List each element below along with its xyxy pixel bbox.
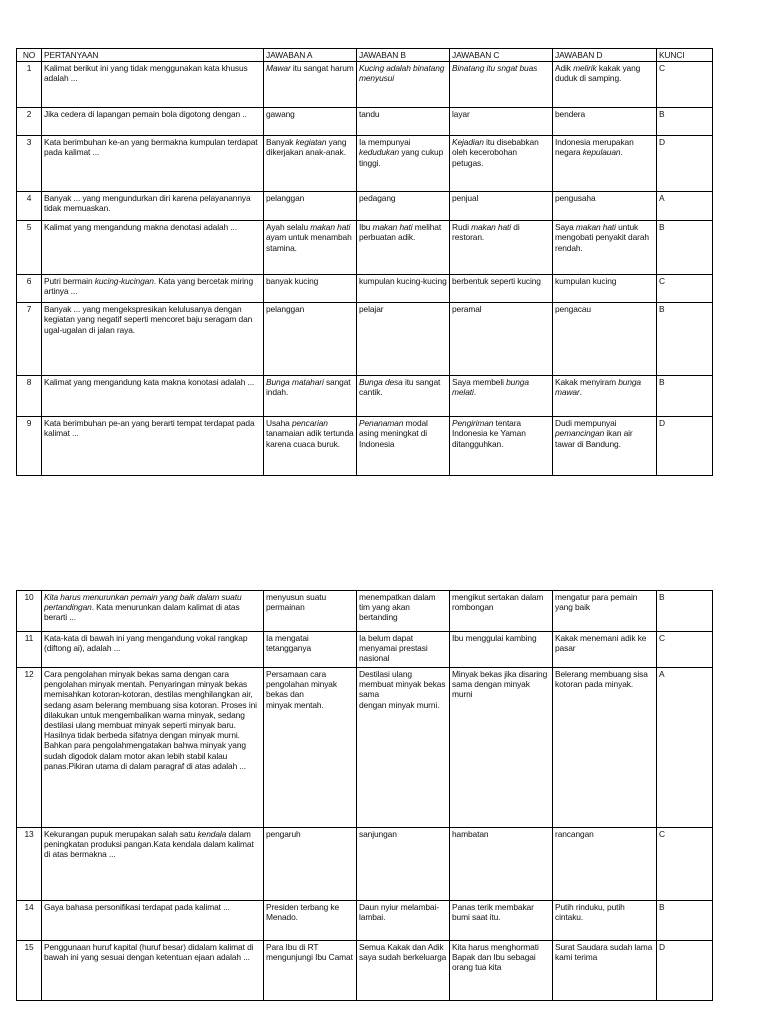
cell-answer-c: Kita harus menghormati Bapak dan Ibu sebagai orang tua kita [450, 941, 553, 1001]
cell-answer-b: Destilasi ulang membuat minyak bekas sama dengan minyak murni. [357, 668, 450, 828]
cell-answer-a: Presiden terbang ke Menado. [264, 901, 357, 941]
header-jawaban-a: JAWABAN A [264, 49, 357, 62]
cell-kunci: C [657, 828, 713, 901]
cell-answer-b: tandu [357, 108, 450, 136]
cell-no: 15 [17, 941, 42, 1001]
cell-no: 6 [17, 275, 42, 303]
cell-no: 7 [17, 303, 42, 376]
table-row [17, 62, 713, 108]
header-kunci: KUNCI [657, 49, 713, 62]
cell-answer-a: Ia mengatai tetangganya [264, 632, 357, 668]
cell-answer-c: Pengiriman tentara Indonesia ke Yaman ditangguhkan. [450, 417, 553, 476]
cell-answer-a: Mawar itu sangat harum [264, 62, 357, 108]
cell-answer-c: mengikut sertakan dalam rombongan [450, 591, 553, 632]
cell-answer-a: pelanggan [264, 303, 357, 376]
cell-answer-a: menyusun suatu permainan [264, 591, 357, 632]
cell-no: 12 [17, 668, 42, 828]
cell-kunci: B [657, 221, 713, 275]
cell-no: 1 [17, 62, 42, 108]
cell-no: 3 [17, 136, 42, 192]
cell-answer-c: hambatan [450, 828, 553, 901]
cell-answer-d: Indonesia merupakan negara kepulauan. [553, 136, 657, 192]
table-row [17, 828, 713, 901]
header-pertanyaan: PERTANYAAN [42, 49, 264, 62]
cell-question: Kalimat berikut ini yang tidak menggunakan kata khusus adalah ... [42, 62, 264, 108]
cell-answer-b: Ia belum dapat menyamai prestasi nasional [357, 632, 450, 668]
cell-question: Kata berimbuhan ke-an yang bermakna kumpulan terdapat pada kalimat ... [42, 136, 264, 192]
table-row [17, 376, 713, 417]
table-row [17, 221, 713, 275]
cell-question: Jika cedera di lapangan pemain bola digotong dengan .. [42, 108, 264, 136]
table-row [17, 275, 713, 303]
cell-answer-a: gawang [264, 108, 357, 136]
cell-answer-c: berbentuk seperti kucing [450, 275, 553, 303]
cell-answer-d: Kakak menyiram bunga mawar. [553, 376, 657, 417]
cell-answer-d: Putih rinduku, putih cintaku. [553, 901, 657, 941]
cell-kunci: A [657, 192, 713, 221]
cell-kunci: B [657, 901, 713, 941]
cell-no: 13 [17, 828, 42, 901]
cell-answer-c: Panas terik membakar bumi saat itu. [450, 901, 553, 941]
cell-question: Cara pengolahan minyak bekas sama dengan cara pengolahan minyak mentah. Penyaringan minyak bekas memisahkan kotoran-kotoran, destilas menghilangkan air, sedang asam belerang membuang sisa kotoran. Proses ini dilakukan untuk mengembalikan warna minyak, sedang destilasi ulang membuat minyak seperti minyak baru. Hasilnya tidak berbeda sifatnya dengan minyak murni. Bahkan para pengolahmengatakan bahwa minyak yang sudah digodok dalam motor akan lebih stabil kalau panas.Pikiran utama di dalam paragraf di atas adalah ... [42, 668, 264, 828]
cell-answer-d: rancangan [553, 828, 657, 901]
cell-no: 11 [17, 632, 42, 668]
cell-answer-d: Saya makan hati untuk mengobati penyakit darah rendah. [553, 221, 657, 275]
cell-kunci: A [657, 668, 713, 828]
header-jawaban-b: JAWABAN B [357, 49, 450, 62]
cell-answer-b: Bunga desa itu sangat cantik. [357, 376, 450, 417]
cell-answer-c: Saya membeli bunga melati. [450, 376, 553, 417]
header-row [17, 49, 713, 62]
cell-question: Penggunaan huruf kapital (huruf besar) didalam kalimat di bawah ini yang sesuai dengan ketentuan ejaan adalah ... [42, 941, 264, 1001]
cell-question: Kita harus menurunkan pemain yang baik dalam suatu pertandingan. Kata menurunkan dalam kalimat di atas berarti ... [42, 591, 264, 632]
cell-answer-a: Para Ibu di RT mengunjungi Ibu Camat [264, 941, 357, 1001]
cell-answer-c: Ibu menggulai kambing [450, 632, 553, 668]
cell-answer-b: Ibu makan hati melihat perbuatan adik. [357, 221, 450, 275]
cell-answer-d: bendera [553, 108, 657, 136]
table-row [17, 632, 713, 668]
cell-no: 4 [17, 192, 42, 221]
cell-answer-b: kumpulan kucing-kucing [357, 275, 450, 303]
cell-kunci: D [657, 417, 713, 476]
cell-kunci: B [657, 591, 713, 632]
cell-answer-b: Penanaman modal asing meningkat di Indonesia [357, 417, 450, 476]
cell-answer-a: pelanggan [264, 192, 357, 221]
cell-answer-d: Dudi mempunyai pemancingan ikan air tawar di Bandung. [553, 417, 657, 476]
cell-answer-b: Semua Kakak dan Adik saya sudah berkeluarga [357, 941, 450, 1001]
cell-answer-b: Ia mempunyai kedudukan yang cukup tinggi. [357, 136, 450, 192]
cell-no: 10 [17, 591, 42, 632]
cell-no: 2 [17, 108, 42, 136]
cell-answer-b: Kucing adalah binatang menyusui [357, 62, 450, 108]
question-table-part-2 [16, 590, 713, 1001]
cell-answer-a: Persamaan cara pengolahan minyak bekas dan minyak mentah. [264, 668, 357, 828]
cell-answer-c: penjual [450, 192, 553, 221]
cell-answer-a: banyak kucing [264, 275, 357, 303]
cell-answer-d: pengusaha [553, 192, 657, 221]
cell-question: Kalimat yang mengandung makna denotasi adalah ... [42, 221, 264, 275]
cell-question: Kata-kata di bawah ini yang mengandung vokal rangkap (diftong ai), adalah ... [42, 632, 264, 668]
question-table-part-1 [16, 48, 713, 476]
cell-answer-d: pengacau [553, 303, 657, 376]
cell-question: Gaya bahasa personifikasi terdapat pada kalimat ... [42, 901, 264, 941]
cell-question: Kekurangan pupuk merupakan salah satu kendala dalam peningkatan produksi pangan.Kata kendala dalam kalimat di atas bermakna ... [42, 828, 264, 901]
table-row [17, 136, 713, 192]
cell-kunci: C [657, 632, 713, 668]
cell-answer-a: pengaruh [264, 828, 357, 901]
cell-answer-c: peramal [450, 303, 553, 376]
cell-question: Kalimat yang mengandung kata makna konotasi adalah ... [42, 376, 264, 417]
cell-answer-d: Surat Saudara sudah lama kami terima [553, 941, 657, 1001]
cell-kunci: B [657, 108, 713, 136]
table-row [17, 303, 713, 376]
table-row [17, 591, 713, 632]
cell-answer-a: Banyak kegiatan yang dikerjakan anak-anak. [264, 136, 357, 192]
cell-kunci: C [657, 275, 713, 303]
cell-question: Banyak ... yang mengekspresikan kelulusanya dengan kegiatan yang negatif seperti mencoret baju seragam dan ugal-ugalan di jalan raya. [42, 303, 264, 376]
cell-answer-d: mengatur para pemain yang baik [553, 591, 657, 632]
cell-answer-a: Ayah selalu makan hati ayam untuk menambah stamina. [264, 221, 357, 275]
cell-question: Putri bermain kucing-kucingan. Kata yang bercetak miring artinya ... [42, 275, 264, 303]
cell-answer-b: Daun nyiur melambai-lambai. [357, 901, 450, 941]
cell-no: 5 [17, 221, 42, 275]
cell-answer-d: Adik melirik kakak yang duduk di samping. [553, 62, 657, 108]
cell-answer-c: Minyak bekas jika disaring sama dengan minyak murni [450, 668, 553, 828]
cell-answer-c: Binatang itu sngat buas [450, 62, 553, 108]
cell-no: 9 [17, 417, 42, 476]
cell-no: 8 [17, 376, 42, 417]
table-row [17, 668, 713, 828]
table-row [17, 901, 713, 941]
cell-answer-a: Usaha pencarian tanamaian adik tertunda karena cuaca buruk. [264, 417, 357, 476]
header-jawaban-d: JAWABAN D [553, 49, 657, 62]
cell-no: 14 [17, 901, 42, 941]
table-row [17, 108, 713, 136]
cell-kunci: D [657, 941, 713, 1001]
cell-kunci: B [657, 303, 713, 376]
cell-answer-b: pedagang [357, 192, 450, 221]
cell-answer-b: sanjungan [357, 828, 450, 901]
cell-answer-c: layar [450, 108, 553, 136]
cell-answer-d: Belerang membuang sisa kotoran pada minyak. [553, 668, 657, 828]
cell-answer-b: pelajar [357, 303, 450, 376]
cell-answer-c: Rudi makan hati di restoran. [450, 221, 553, 275]
cell-answer-d: kumpulan kucing [553, 275, 657, 303]
cell-answer-a: Bunga matahari sangat indah. [264, 376, 357, 417]
cell-answer-b: menempatkan dalam tim yang akan bertanding [357, 591, 450, 632]
table-row [17, 417, 713, 476]
cell-kunci: D [657, 136, 713, 192]
header-no: NO [17, 49, 42, 62]
cell-kunci: C [657, 62, 713, 108]
cell-answer-c: Kejadian itu disebabkan oleh kecerobohan petugas. [450, 136, 553, 192]
header-jawaban-c: JAWABAN C [450, 49, 553, 62]
cell-question: Kata berimbuhan pe-an yang berarti tempat terdapat pada kalimat ... [42, 417, 264, 476]
cell-kunci: B [657, 376, 713, 417]
table-row [17, 941, 713, 1001]
cell-answer-d: Kakak menemani adik ke pasar [553, 632, 657, 668]
cell-question: Banyak ... yang mengundurkan diri karena pelayanannya tidak memuaskan. [42, 192, 264, 221]
table-row [17, 192, 713, 221]
